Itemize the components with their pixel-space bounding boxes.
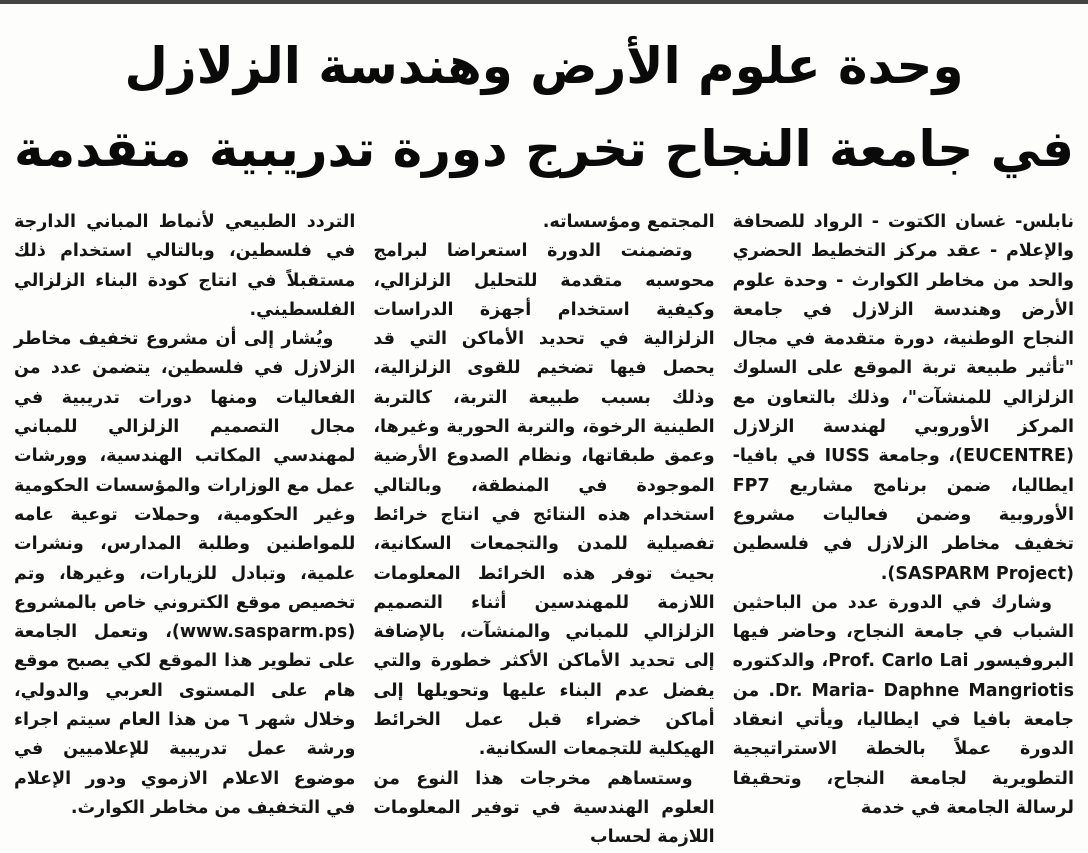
headline [0,26,1088,192]
headline-line-1: وحدة علوم الأرض وهندسة الزلازل [124,37,964,95]
paragraph: ويُشار إلى أن مشروع تخفيف مخاطر الزلازل في فلسطين، يتضمن عدد من الفعاليات ومنها دورات تدريبية في مجال التصميم الزلزالي للمباني لمهندسي المكاتب الهندسية، وورشات عمل مع الوزارات والمؤسسات الحكومية وغير الحكومية، وحملات توعية عامه للمواطنين وطلبة المدارس، ونشرات علمية، وتبادل للزيارات، وغيرها، وتم تخصيص موقع الكتروني خاص بالمشروع (www.sasparm.ps)، وتعمل الجامعة على تطوير هذا الموقع لكي يصبح موقع هام على المستوى العربي والدولي، وخلال شهر ٦ من هذا العام سيتم اجراء ورشة عمل تدريبية للإعلاميين في موضوع الاعلام الازموي ودور الإعلام في التخفيف من مخاطر الكوارث. [14,329,356,818]
column-right [732,208,1074,818]
paragraph: التردد الطبيعي لأنماط المباني الدارجة في فلسطين، وبالتالي استخدام ذلك مستقبلاً في انتاج كودة البناء الزلزالي الفلسطيني. [14,212,356,320]
paragraph: المجتمع ومؤسساته. [542,212,715,232]
paragraph: وتضمنت الدورة استعراضا لبرامج محوسبه متقدمة للتحليل الزلزالي، وكيفية استخدام أجهزة الدراسات الزلزالية في تحديد الأماكن التي قد يحصل فيها تضخيم للقوى الزلزالية، وذلك بسبب طبيعة التربة، كالتربة الطينية الرخوة، والتربة الحورية وغيرها، وعمق طبقاتها، ونظام الصدوع الأرضية الموجودة في المنطقة، وبالتالي استخدام هذه النتائج في انتاج خرائط تفصيلية للمدن والتجمعات السكانية، بحيث توفر هذه الخرائط المعلومات اللازمة للمهندسين أثناء التصميم الزلزالي للمباني والمنشآت، بالإضافة إلى تحديد الأماكن الأكثر خطورة والتي يفضل عدم البناء عليها وتحويلها إلى أماكن خضراء قبل عمل الخرائط الهيكلية للتجمعات السكانية. [373,241,715,760]
paragraph: وشارك في الدورة عدد من الباحثين الشباب في جامعة النجاح، وحاضر فيها البروفيسور Prof. Carlo Lai، والدكتوره Dr. Maria- Daphne Mangriotis. من جامعة بافيا في ايطاليا، ويأتي انعقاد الدورة عملاً بالخطة الاستراتيجية التطويرية لجامعة النجاح، وتحقيقا لرسالة الجامعة في خدمة [732,592,1074,818]
column-middle [373,208,715,848]
headline-line-2: في جامعة النجاح تخرج دورة تدريبية متقدمة [13,120,1075,178]
article-columns [14,208,1074,848]
paragraph: وستساهم مخرجات هذا النوع من العلوم الهندسية في توفير المعلومات اللازمة لحساب [373,768,715,848]
paragraph: نابلس- غسان الكتوت - الرواد للصحافة والإعلام - عقد مركز التخطيط الحضري والحد من مخاطر الكوارث - وحدة علوم الأرض وهندسة الزلازل في جامعة النجاح الوطنية، دورة متقدمة في مجال "تأثير طبيعة تربة الموقع على السلوك الزلزالي للمنشآت"، وذلك بالتعاون مع المركز الأوروبي لهندسة الزلازل (EUCENTRE)، وجامعة IUSS في بافيا- ايطاليا، ضمن برنامج مشاريع FP7 الأوروبية وضمن فعاليات مشروع تخفيف مخاطر الزلازل في فلسطين (SASPARM Project). [732,212,1074,584]
column-left [14,208,356,818]
top-rule [0,0,1088,4]
